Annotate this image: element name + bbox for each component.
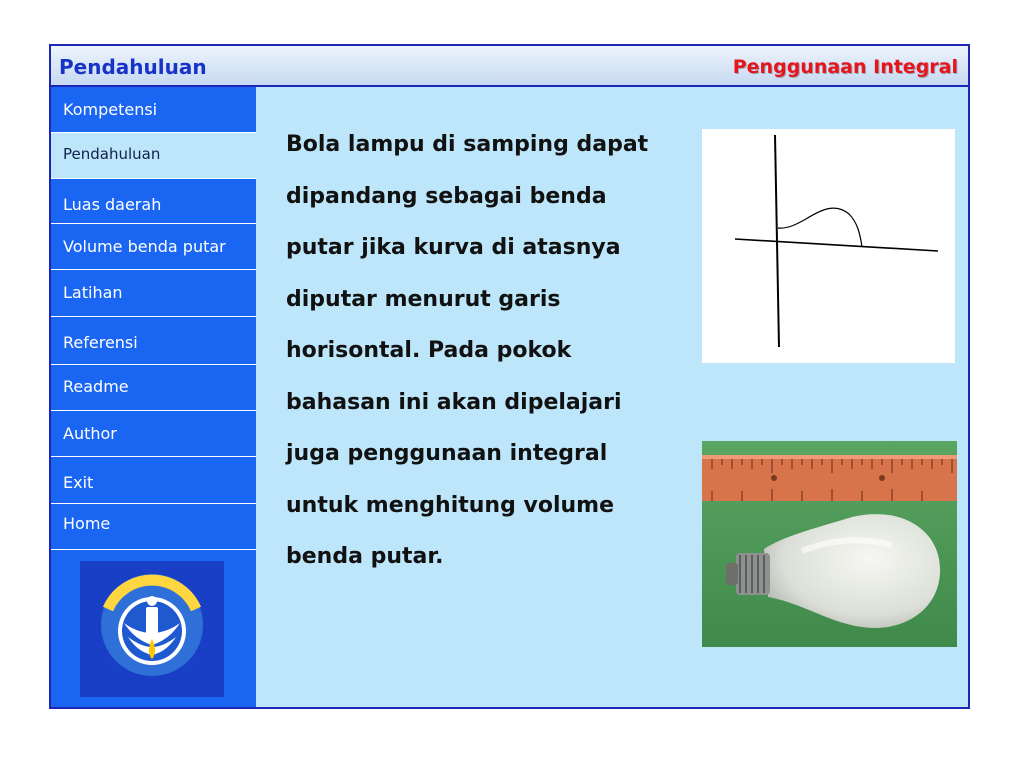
sidebar-item-readme[interactable]: [51, 365, 256, 411]
logo-emblem-icon: [80, 561, 224, 697]
sidebar-item-label: Author: [63, 424, 117, 443]
sidebar-item-kompetensi[interactable]: [51, 87, 256, 133]
sidebar-item-home[interactable]: [51, 504, 256, 550]
topic-title: Penggunaan Integral: [732, 56, 958, 78]
light-bulb-photo: [702, 441, 957, 647]
sidebar-item-label: Volume benda putar: [63, 237, 226, 256]
sidebar-item-latihan[interactable]: [51, 270, 256, 317]
slide-frame: [49, 44, 970, 709]
tut-wuri-handayani-logo: [80, 561, 224, 697]
light-bulb-ruler-photo-icon: [702, 441, 957, 647]
sidebar-item-label: Latihan: [63, 283, 123, 302]
sidebar-item-label: Luas daerah: [63, 195, 162, 214]
sidebar-nav: [51, 87, 256, 707]
sidebar-item-exit[interactable]: [51, 457, 256, 504]
sidebar-item-label: Kompetensi: [63, 100, 158, 119]
sidebar-item-volume-benda-putar[interactable]: [51, 224, 256, 270]
curve-graph-icon: [702, 129, 955, 363]
sidebar-item-label: Readme: [63, 377, 129, 396]
sidebar-item-pendahuluan[interactable]: [51, 133, 256, 179]
sidebar-item-author[interactable]: [51, 411, 256, 457]
sidebar-item-referensi[interactable]: [51, 317, 256, 365]
sidebar-item-luas-daerah[interactable]: [51, 179, 256, 224]
intro-paragraph: Bola lampu di samping dapat dipandang sebagai benda putar jika kurva di atasnya diputar menurut garis horisontal. Pada pokok bahasan ini akan dipelajari juga penggunaan integral untuk menghitung volume benda putar.: [286, 132, 649, 569]
sidebar-item-label: Exit: [63, 473, 94, 492]
title-bar: [51, 46, 968, 87]
sidebar-item-label: Referensi: [63, 333, 138, 352]
curve-graph-image: [702, 129, 955, 363]
sidebar-item-label: Home: [63, 514, 111, 533]
sidebar-item-label: Pendahuluan: [63, 145, 161, 163]
section-title: Pendahuluan: [59, 55, 207, 79]
content-panel: [256, 87, 968, 707]
